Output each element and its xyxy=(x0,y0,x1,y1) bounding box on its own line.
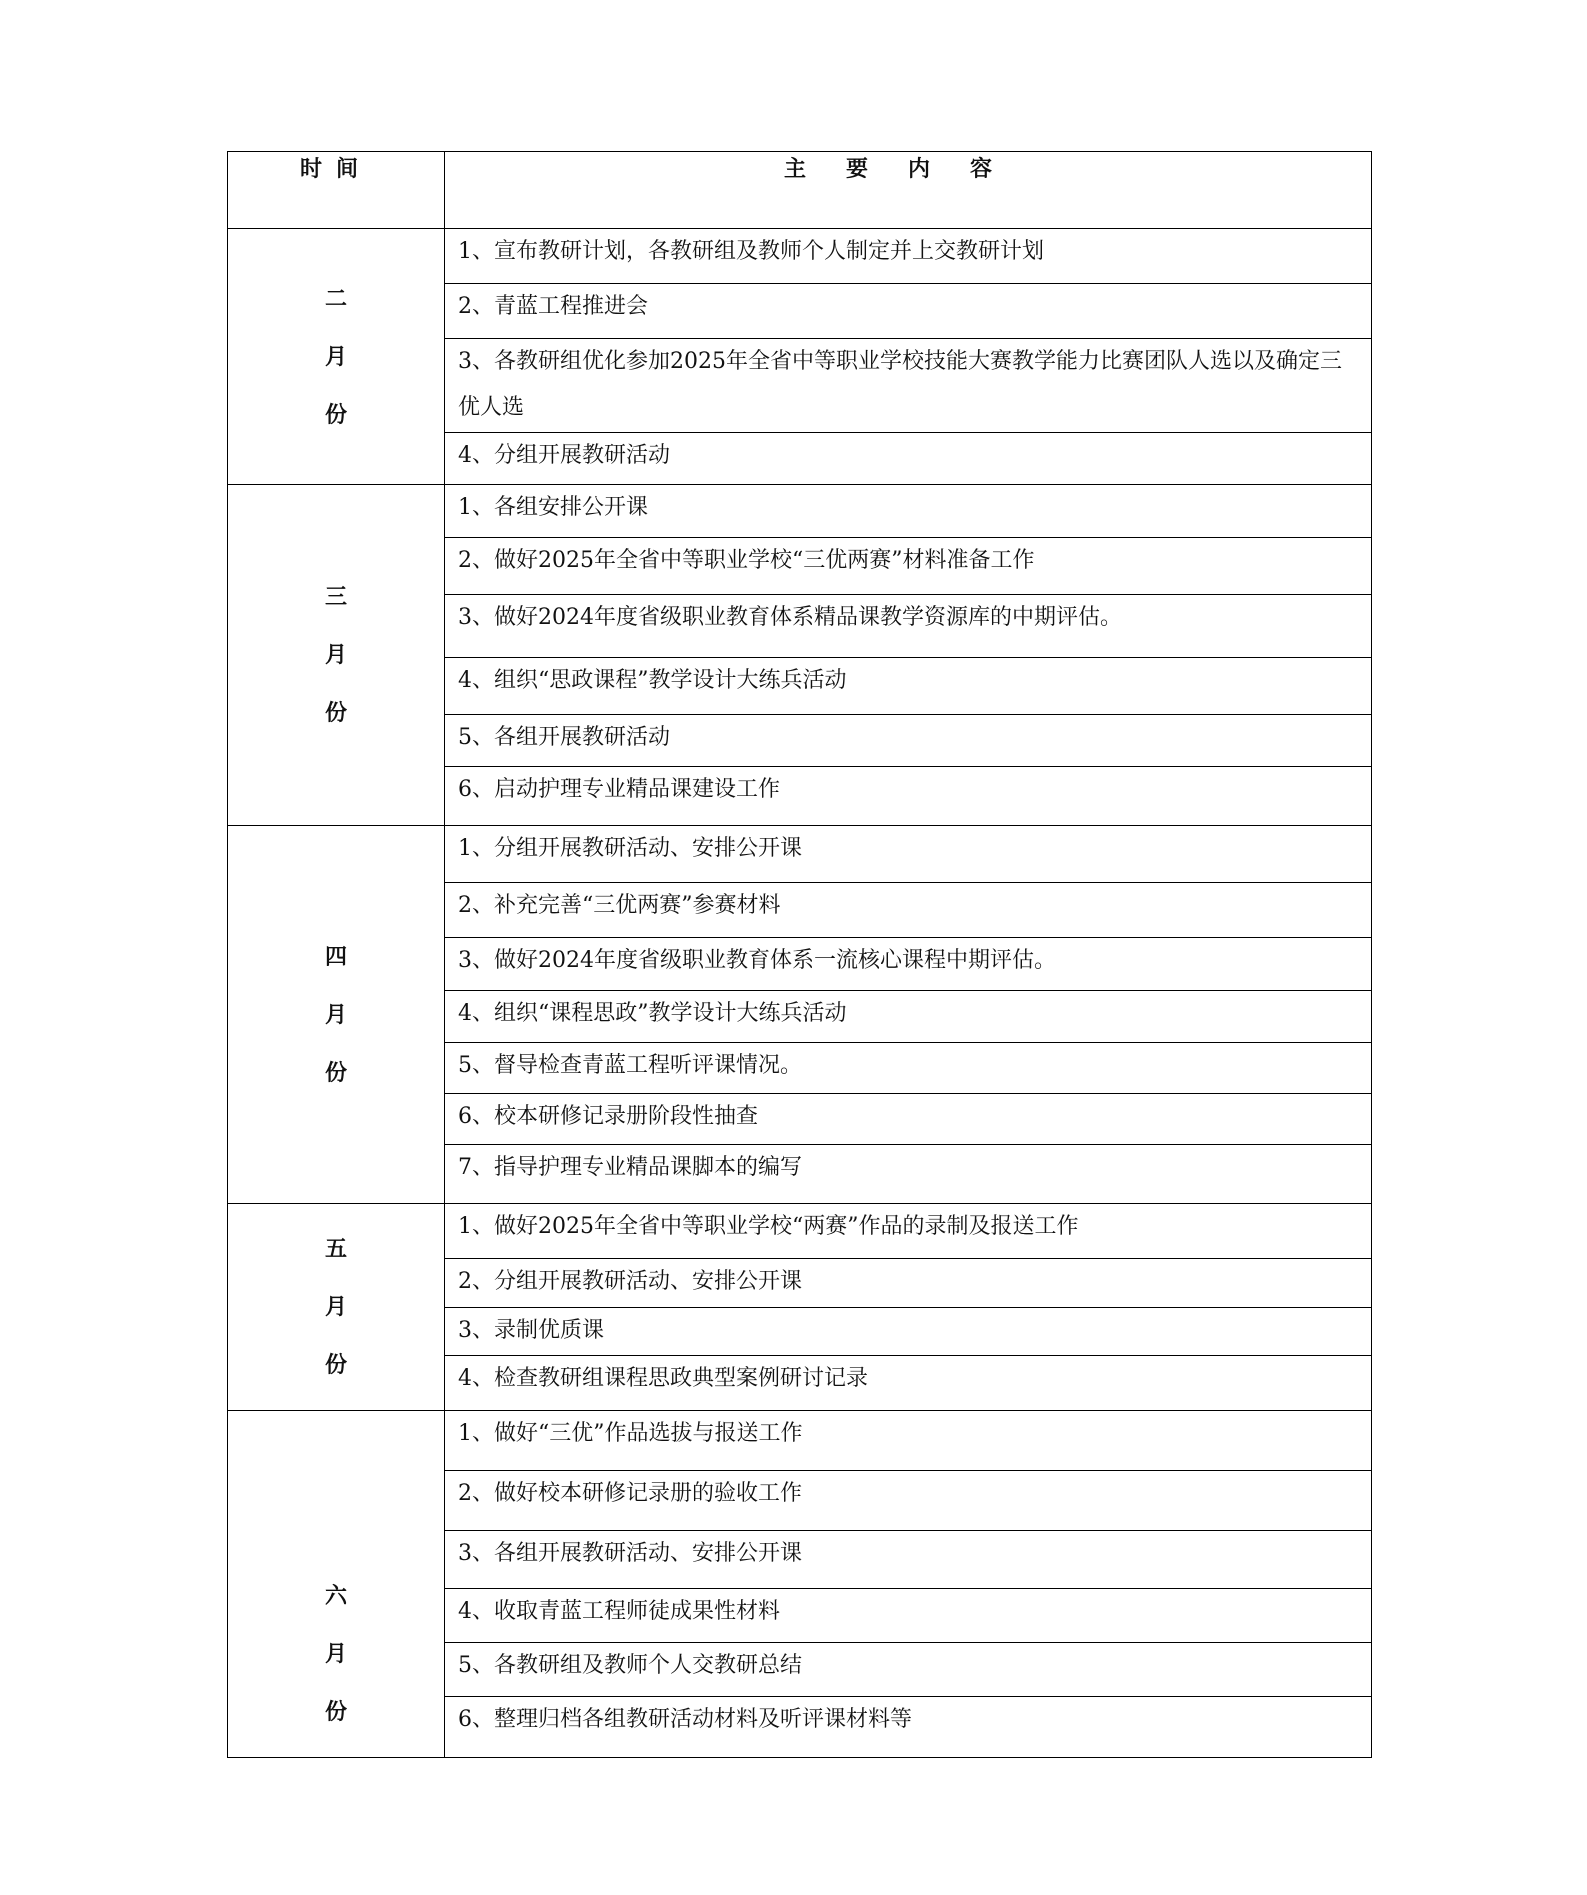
plan-item: 1、做好2025年全省中等职业学校“两赛”作品的录制及报送工作 xyxy=(445,1204,1372,1259)
plan-item: 6、启动护理专业精品课建设工作 xyxy=(445,767,1372,826)
plan-item: 5、各组开展教研活动 xyxy=(445,715,1372,767)
plan-item: 3、各教研组优化参加2025年全省中等职业学校技能大赛教学能力比赛团队人选以及确定三优人选 xyxy=(445,339,1372,433)
plan-item: 7、指导护理专业精品课脚本的编写 xyxy=(445,1145,1372,1204)
plan-item: 4、检查教研组课程思政典型案例研讨记录 xyxy=(445,1356,1372,1411)
plan-item: 2、分组开展教研活动、安排公开课 xyxy=(445,1259,1372,1308)
plan-item: 3、各组开展教研活动、安排公开课 xyxy=(445,1531,1372,1589)
plan-item: 5、督导检查青蓝工程听评课情况。 xyxy=(445,1043,1372,1094)
header-time: 时间 xyxy=(228,152,445,229)
plan-item: 3、做好2024年度省级职业教育体系一流核心课程中期评估。 xyxy=(445,938,1372,991)
plan-item: 4、分组开展教研活动 xyxy=(445,433,1372,485)
table-row xyxy=(228,485,1372,538)
month-label-june: 六 月 份 xyxy=(228,1411,445,1758)
plan-item: 2、补充完善“三优两赛”参赛材料 xyxy=(445,883,1372,938)
table-row xyxy=(228,1204,1372,1259)
plan-item: 6、整理归档各组教研活动材料及听评课材料等 xyxy=(445,1697,1372,1758)
plan-item: 4、收取青蓝工程师徒成果性材料 xyxy=(445,1589,1372,1643)
plan-item: 2、做好校本研修记录册的验收工作 xyxy=(445,1471,1372,1531)
plan-item: 6、校本研修记录册阶段性抽查 xyxy=(445,1094,1372,1145)
month-label-march: 三 月 份 xyxy=(228,485,445,826)
plan-item: 1、宣布教研计划，各教研组及教师个人制定并上交教研计划 xyxy=(445,229,1372,284)
plan-item: 3、录制优质课 xyxy=(445,1308,1372,1356)
header-content: 主要内容 xyxy=(445,152,1372,229)
header-row xyxy=(228,152,1372,229)
plan-item: 1、各组安排公开课 xyxy=(445,485,1372,538)
plan-item: 2、做好2025年全省中等职业学校“三优两赛”材料准备工作 xyxy=(445,538,1372,595)
month-label-february: 二 月 份 xyxy=(228,229,445,485)
schedule-table xyxy=(227,151,1372,1758)
table-row xyxy=(228,229,1372,284)
plan-item: 1、做好“三优”作品选拔与报送工作 xyxy=(445,1411,1372,1471)
month-label-april: 四 月 份 xyxy=(228,826,445,1204)
table-row xyxy=(228,1411,1372,1471)
plan-item: 5、各教研组及教师个人交教研总结 xyxy=(445,1643,1372,1697)
plan-item: 3、做好2024年度省级职业教育体系精品课教学资源库的中期评估。 xyxy=(445,595,1372,658)
plan-item: 2、青蓝工程推进会 xyxy=(445,284,1372,339)
month-label-may: 五 月 份 xyxy=(228,1204,445,1411)
plan-item: 4、组织“思政课程”教学设计大练兵活动 xyxy=(445,658,1372,715)
plan-item: 4、组织“课程思政”教学设计大练兵活动 xyxy=(445,991,1372,1043)
table-row xyxy=(228,826,1372,883)
plan-item: 1、分组开展教研活动、安排公开课 xyxy=(445,826,1372,883)
